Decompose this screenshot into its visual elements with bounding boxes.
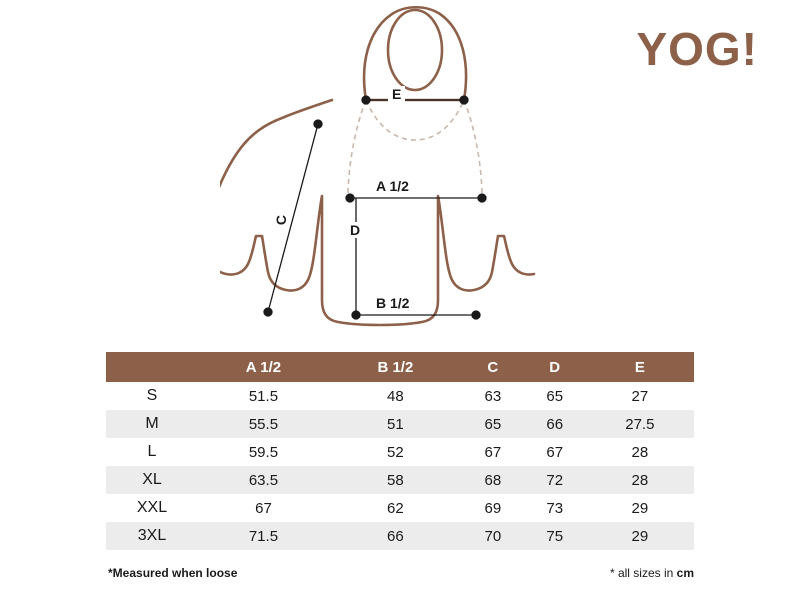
footnote-units-prefix: * all sizes in xyxy=(609,566,677,580)
cell-d: 65 xyxy=(546,387,564,405)
row-size-label: 3XL xyxy=(106,522,198,550)
cell-d: 75 xyxy=(524,522,586,550)
cell-e: 28 xyxy=(586,466,694,494)
cell-a-half: 51.5 xyxy=(248,387,279,405)
cell-c: 70 xyxy=(462,522,524,550)
cell-a-half: 71.5 xyxy=(198,522,329,550)
cell-c: 68 xyxy=(462,466,524,494)
brand-wordmark: YOG! xyxy=(636,23,758,75)
cell-c: 67 xyxy=(484,443,502,461)
table-row xyxy=(106,382,694,410)
cell-e: 27.5 xyxy=(586,410,694,438)
cell-e: 27 xyxy=(631,387,649,405)
measure-label-A-half: A 1/2 xyxy=(372,178,413,194)
measure-label-B-half: B 1/2 xyxy=(372,295,413,311)
cell-b-half: 51 xyxy=(329,410,462,438)
size-table xyxy=(106,352,694,550)
cell-c: 65 xyxy=(462,410,524,438)
cell-b-half: 66 xyxy=(329,522,462,550)
cell-b-half: 58 xyxy=(329,466,462,494)
cell-b-half: 48 xyxy=(387,387,404,405)
cell-d: 73 xyxy=(546,499,564,517)
cell-e: 28 xyxy=(631,443,649,461)
footnote-units-unit: cm xyxy=(676,566,694,580)
cell-a-half: 59.5 xyxy=(248,443,279,461)
column-header-e: E xyxy=(586,352,694,382)
footnote-measured: *Measured when loose xyxy=(108,566,238,580)
column-header-c: C xyxy=(462,352,524,382)
cell-e: 29 xyxy=(586,522,694,550)
hoodie-outline-svg xyxy=(220,0,560,345)
cell-a-half: 63.5 xyxy=(198,466,329,494)
row-size-label: XL xyxy=(106,466,198,494)
cell-b-half: 62 xyxy=(387,499,404,517)
table-row xyxy=(106,466,694,494)
table-row xyxy=(106,522,694,550)
cell-d: 67 xyxy=(546,443,564,461)
column-header-a-half: A 1/2 xyxy=(198,352,329,382)
row-size-label: XXL xyxy=(136,499,168,516)
column-header-d: D xyxy=(524,352,586,382)
cell-d: 66 xyxy=(524,410,586,438)
footnote-units xyxy=(610,566,694,580)
table-header-row xyxy=(106,352,694,382)
table-header xyxy=(106,352,694,382)
garment-illustration xyxy=(220,0,560,345)
cell-b-half: 52 xyxy=(387,443,404,461)
table-row xyxy=(106,438,694,466)
table-row xyxy=(106,410,694,438)
row-size-label: S xyxy=(146,387,158,404)
measure-label-E: E xyxy=(388,86,405,102)
cell-c: 63 xyxy=(484,387,502,405)
measure-label-C: C xyxy=(273,211,289,229)
cell-d: 72 xyxy=(524,466,586,494)
measure-label-D: D xyxy=(346,222,364,238)
cell-a-half: 55.5 xyxy=(198,410,329,438)
table-body xyxy=(106,382,694,550)
cell-a-half: 67 xyxy=(255,499,272,517)
cell-c: 69 xyxy=(484,499,502,517)
cell-e: 29 xyxy=(631,499,649,517)
row-size-label: L xyxy=(147,443,157,460)
column-header-b-half: B 1/2 xyxy=(329,352,462,382)
table-row xyxy=(106,494,694,522)
column-header-size xyxy=(106,352,198,382)
row-size-label: M xyxy=(106,410,198,438)
